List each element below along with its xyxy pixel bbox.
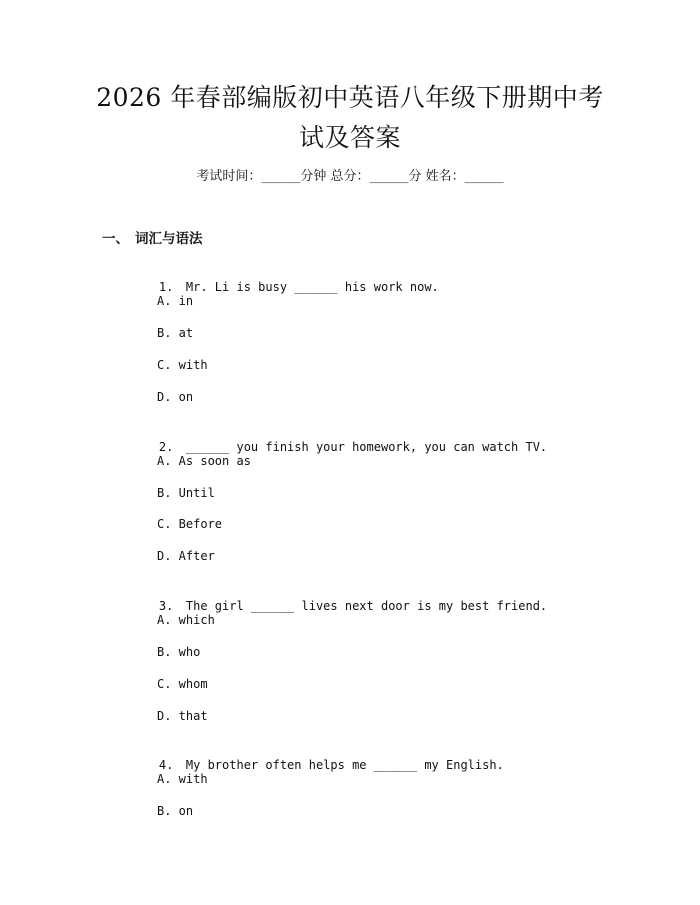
option: A. with	[157, 772, 208, 786]
question-text: The girl ______ lives next door is my best friend.	[185, 599, 548, 613]
option: C. with	[157, 358, 208, 372]
question-number: 2.	[158, 440, 174, 454]
option: A. in	[157, 294, 194, 308]
question-number: 3.	[158, 599, 174, 613]
option: C. Before	[157, 517, 223, 531]
option: D. on	[157, 390, 194, 404]
question-text: ______ you finish your homework, you can watch TV.	[185, 440, 548, 454]
option: A. As soon as	[157, 454, 251, 468]
question-text: Mr. Li is busy ______ his work now.	[185, 280, 439, 294]
section-heading	[102, 229, 203, 249]
option: D. After	[157, 549, 215, 563]
page-title-line-2: 试及答案	[298, 123, 401, 152]
option: B. on	[157, 804, 194, 818]
option: D. that	[157, 709, 208, 723]
question-number: 4.	[158, 758, 174, 772]
exam-info-line: 考试时间：______分钟 总分：______分 姓名：______	[196, 169, 504, 184]
option: B. at	[157, 326, 194, 340]
option: B. Until	[157, 486, 215, 500]
option: A. which	[157, 613, 215, 627]
option: C. whom	[157, 677, 208, 691]
section-title: 词汇与语法	[135, 231, 203, 247]
option: B. who	[157, 645, 201, 659]
section-number: 一、	[102, 231, 129, 247]
page-title-line-1: 2026 年春部编版初中英语八年级下册期中考	[96, 83, 604, 112]
question-number: 1.	[158, 280, 174, 294]
question-text: My brother often helps me ______ my English.	[185, 758, 504, 772]
